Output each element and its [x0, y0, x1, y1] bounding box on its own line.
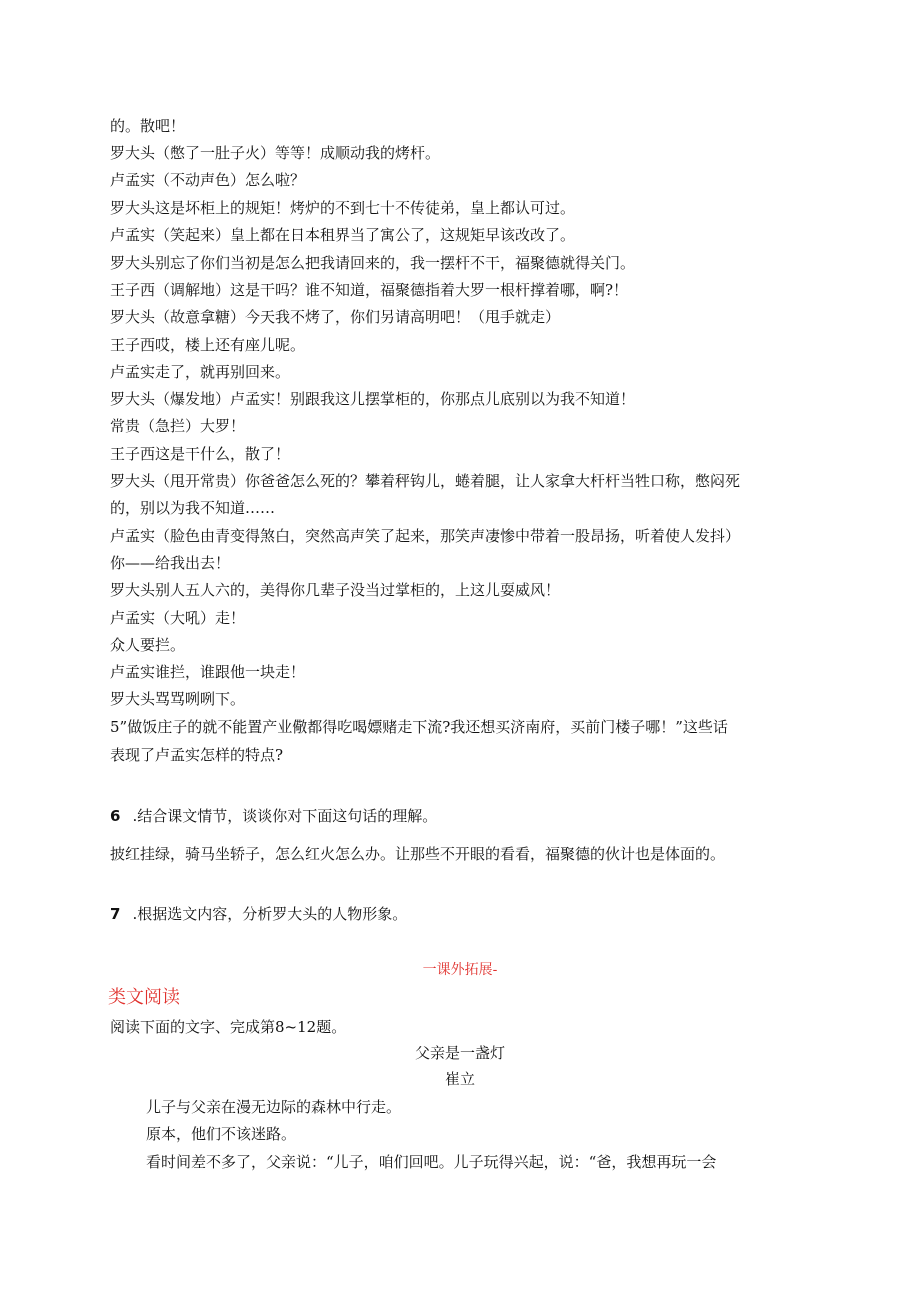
dialogue-line: 卢孟实（大吼）走！ — [110, 609, 246, 627]
question-5-line: 表现了卢孟实怎样的特点? — [110, 746, 284, 764]
section-title: 一课外拓展- — [422, 962, 498, 978]
dialogue-line: 你——给我出去！ — [110, 554, 231, 572]
dialogue-line: 罗大头骂骂咧咧下。 — [110, 690, 246, 708]
dialogue-line: 王子西哎，楼上还有座儿呢。 — [110, 336, 306, 354]
reading-instruction: 阅读下面的文字、完成第8~12题。 — [110, 1018, 347, 1036]
dialogue-line: 常贵（急拦）大罗！ — [110, 417, 246, 435]
question-6 — [110, 806, 810, 826]
dialogue-line: 卢孟实走了，就再别回来。 — [110, 363, 291, 381]
dialogue-line: 王子西（调解地）这是干吗？谁不知道，福聚德指着大罗一根杆撑着哪，啊?！ — [110, 281, 629, 299]
dialogue-line: 众人要拦。 — [110, 636, 186, 654]
section-heading: 类文阅读 — [108, 987, 180, 1008]
dialogue-line: 卢孟实（笑起来）皇上都在日本租界当了寓公了，这规矩早该改改了。 — [110, 226, 576, 244]
dialogue-line: 罗大头（故意拿糖）今天我不烤了，你们另请高明吧！（甩手就走） — [110, 308, 561, 326]
article-author: 崔立 — [444, 1070, 475, 1088]
question-7-number: 7 — [110, 905, 121, 923]
dialogue-line: 的，别以为我不知道…… — [110, 499, 276, 517]
dialogue-line: 卢孟实（不动声色）怎么啦？ — [110, 171, 306, 189]
dialogue-line: 罗大头（憋了一肚子火）等等！成顺动我的烤杆。 — [110, 144, 441, 162]
dialogue-line: 的。散吧！ — [110, 117, 186, 135]
article-title: 父亲是一盏灯 — [414, 1044, 505, 1062]
dialogue-line: 卢孟实谁拦，谁跟他一块走！ — [110, 663, 306, 681]
dialogue-line: 罗大头别人五人六的，美得你几辈子没当过掌柜的，上这儿耍威风！ — [110, 581, 561, 599]
question-7 — [110, 904, 810, 924]
dialogue-line: 罗大头（甩开常贵）你爸爸怎么死的？攀着秤钩儿，蜷着腿，让人家拿大杆杆当牲口称，憋闷死 — [110, 472, 741, 490]
dialogue-line: 王子西这是干什么，散了！ — [110, 445, 291, 463]
dialogue-line: 罗大头（爆发地）卢孟实！别跟我这儿摆掌柜的，你那点儿底别以为我不知道！ — [110, 390, 636, 408]
dialogue-line: 罗大头这是坏柜上的规矩！烤炉的不到七十不传徒弟，皇上都认可过。 — [110, 199, 576, 217]
dialogue-line: 卢孟实（脸色由青变得煞白，突然高声笑了起来，那笑声凄惨中带着一股昂扬，听着使人发抖） — [110, 527, 741, 545]
question-6-quote: 披红挂绿，骑马坐轿子，怎么红火怎么办。让那些不开眼的看看，福聚德的伙计也是体面的。 — [110, 845, 726, 863]
question-6-text: .结合课文情节，谈谈你对下面这句话的理解。 — [132, 807, 438, 825]
article-paragraph: 原本，他们不该迷路。 — [146, 1125, 297, 1143]
question-7-text: .根据选文内容，分析罗大头的人物形象。 — [132, 905, 408, 923]
dialogue-line: 罗大头别忘了你们当初是怎么把我请回来的，我一摆杆不干，福聚德就得关门。 — [110, 254, 636, 272]
article-paragraph: 看时间差不多了，父亲说：“儿子，咱们回吧。儿子玩得兴起，说：“爸，我想再玩一会 — [146, 1153, 717, 1171]
question-5-line: 5”做饭庄子的就不能置产业儆都得吃喝嫖赌走下流?我还想买济南府，买前门楼子哪！”这些话 — [110, 718, 728, 736]
question-6-number: 6 — [110, 807, 121, 825]
article-paragraph: 儿子与父亲在漫无边际的森林中行走。 — [146, 1098, 402, 1116]
